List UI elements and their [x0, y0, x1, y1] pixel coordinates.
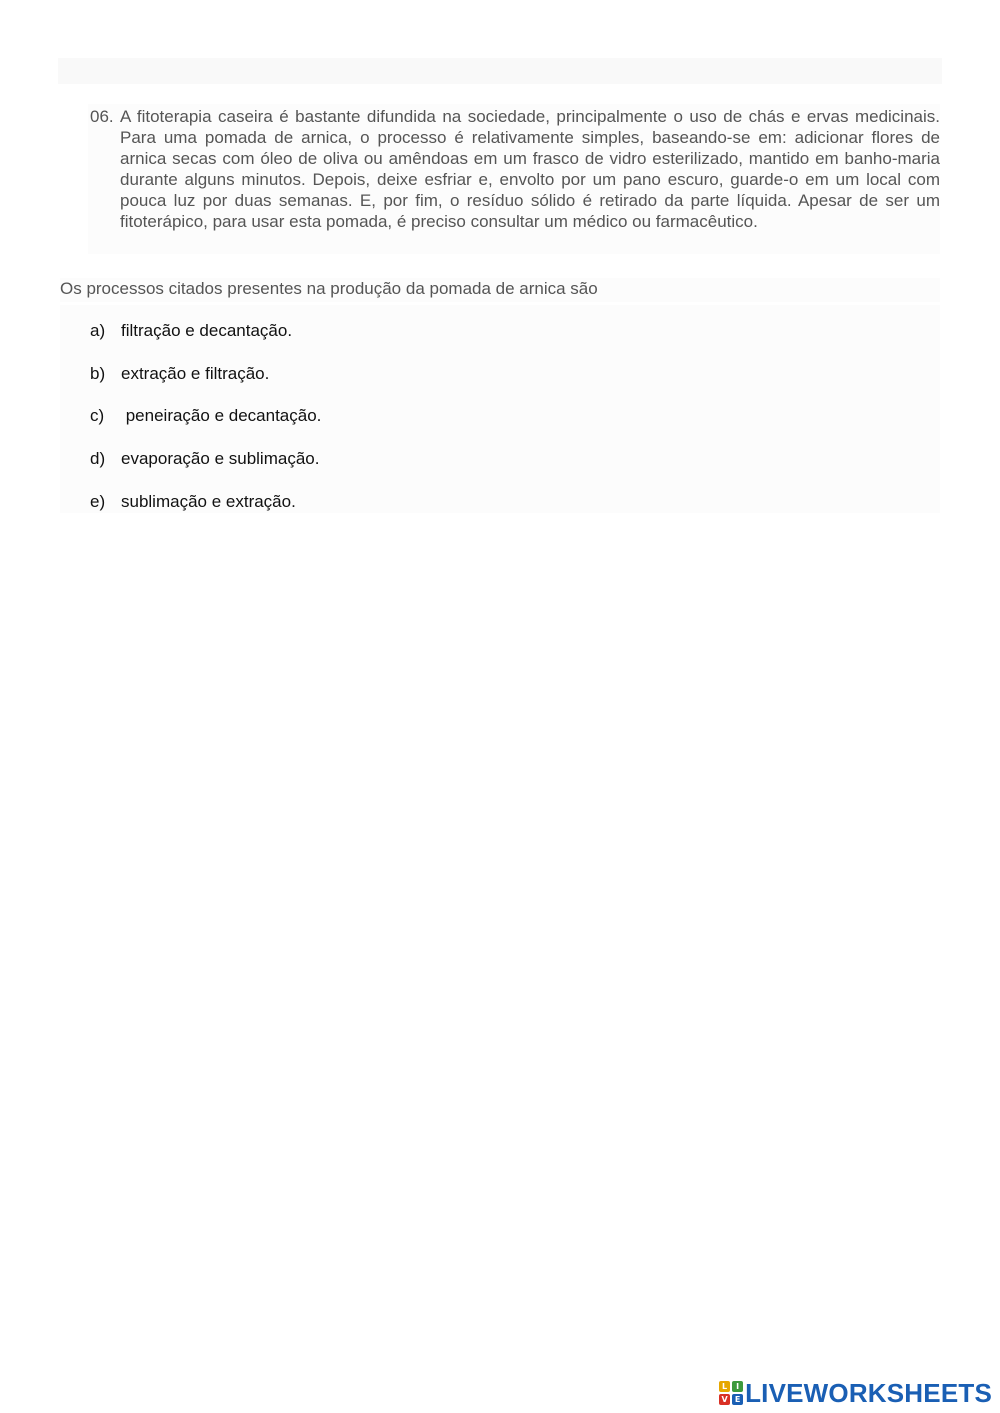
option-text: sublimação e extração. [121, 492, 296, 511]
option-letter: a) [90, 321, 106, 340]
option-letter: e) [90, 492, 106, 511]
logo-letter: I [732, 1381, 743, 1392]
option-d[interactable] [90, 448, 319, 472]
question-block [88, 104, 940, 254]
liveworksheets-brand[interactable] [719, 1379, 992, 1407]
option-a[interactable] [90, 320, 292, 344]
option-b[interactable] [90, 363, 269, 387]
question-text: A fitoterapia caseira é bastante difundida na sociedade, principalmente o uso de chás e ervas medicinais. Para uma pomada de arnica, o processo é relativamente simples, baseando-se em: adicionar flores de arnica secas com óleo de oliva ou amêndoas em um frasco de vidro esterilizado, mantido em banho-maria durante alguns minutos. Depois, deixe esfriar e, envolto por um pano escuro, guarde-o em um local com pouca luz por duas semanas. E, por fim, o resíduo sólido é retirado da parte líquida. Apesar de ser um fitoterápico, para usar esta pomada, é preciso consultar um médico ou farmacêutico. [120, 107, 940, 231]
logo-letter: V [719, 1394, 730, 1405]
option-letter: d) [90, 449, 106, 468]
option-letter: b) [90, 364, 106, 383]
question-number: 06. [90, 107, 114, 126]
option-c[interactable] [90, 405, 321, 429]
logo-letter: L [719, 1381, 730, 1392]
header-band [58, 58, 942, 84]
brand-name: LIVEWORKSHEETS [745, 1377, 992, 1408]
option-text: evaporação e sublimação. [121, 449, 320, 468]
option-letter: c) [90, 406, 105, 425]
option-text: peneiração e decantação. [121, 406, 322, 425]
logo-letter: E [732, 1394, 743, 1405]
option-text: filtração e decantação. [121, 321, 293, 340]
option-text: extração e filtração. [121, 364, 270, 383]
liveworksheets-logo-icon [719, 1381, 743, 1405]
option-e[interactable] [90, 491, 296, 515]
question-stem: Os processos citados presentes na produção da pomada de arnica são [60, 278, 940, 302]
